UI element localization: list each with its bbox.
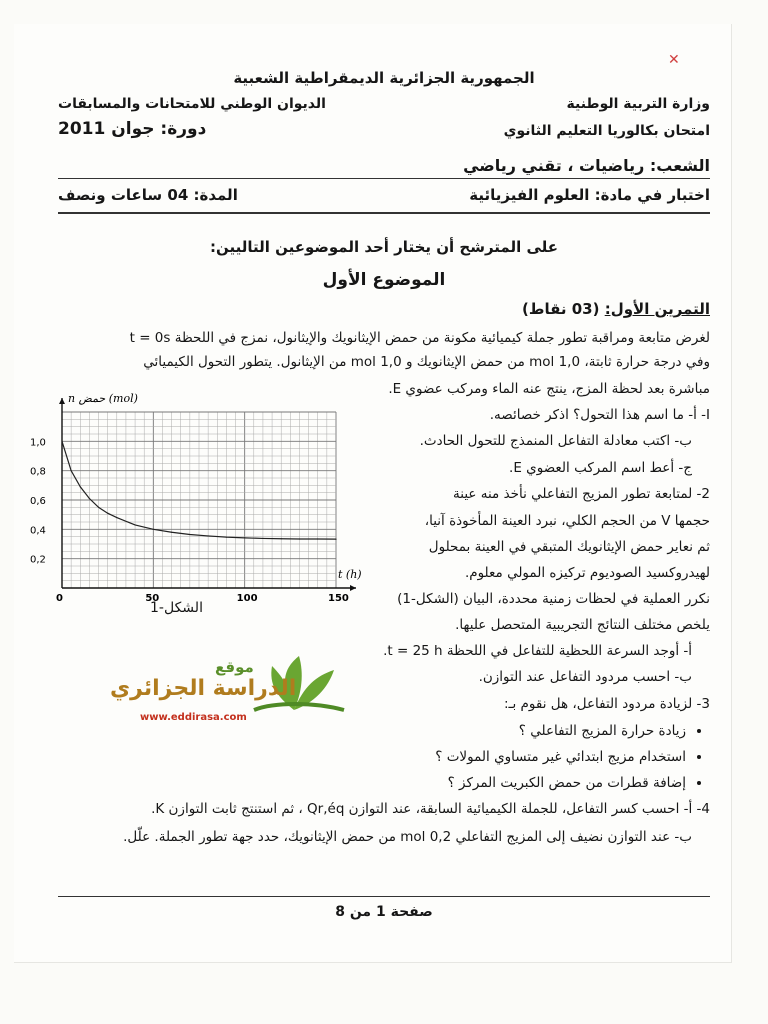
y-tick-label: 0,8	[30, 466, 46, 478]
question-2-line-2: حجمها V من الحجم الكلي، نبرد العينة المأخوذة آنيا،	[424, 513, 710, 529]
data-point	[107, 513, 108, 514]
exam-session: دورة: جوان 2011	[58, 119, 207, 139]
data-point	[61, 441, 62, 442]
data-point	[317, 538, 318, 539]
republic-title: الجمهورية الجزائرية الديمقراطية الشعبية	[233, 69, 535, 87]
question-2-line-1: 2- لمتابعة تطور المزيج التفاعلي نأخذ منه عينة	[453, 486, 710, 502]
question-1c: ج- أعط اسم المركب العضوي E.	[509, 460, 692, 476]
y-tick-label: 0,2	[30, 554, 46, 566]
data-point	[208, 535, 209, 536]
mark-x-icon: ✕	[668, 52, 680, 68]
exam-streams: الشعب: رياضيات ، تقني رياضي	[463, 156, 710, 175]
question-1a: I- أ- ما اسم هذا التحول؟ اذكر خصائصه.	[489, 407, 710, 423]
question-2-line-5: نكرر العملية في لحظات زمنية محددة، البيان (الشكل-1)	[397, 591, 710, 607]
data-point	[226, 537, 227, 538]
logo-caption-top: موقع	[215, 658, 254, 676]
intro-line-2: وفي درجة حرارة ثابتة، 1,0 mol من حمض الإيثانويك و 1,0 mol من الإيثانول. يتطور التحول الكيميائي	[143, 354, 710, 370]
data-point	[116, 517, 117, 518]
data-point	[262, 538, 263, 539]
x-tick-label: 0	[56, 593, 63, 604]
data-point	[153, 529, 154, 530]
data-point	[335, 539, 336, 540]
data-point	[189, 534, 190, 535]
data-point	[98, 507, 99, 508]
y-axis-arrow-icon	[59, 398, 65, 404]
question-4a: 4- أ- احسب كسر التفاعل، للجملة الكيميائية السابقة، عند التوازن Qr,éq ، ثم استنتج ثابت التوازن K.	[151, 801, 710, 817]
ministry-name: وزارة التربية الوطنية	[566, 96, 710, 112]
question-2-line-3: ثم نعاير حمض الإيثانويك المتبقي في العينة بمحلول	[428, 539, 710, 555]
question-2a: أ- أوجد السرعة اللحظية للتفاعل في اللحظة t = 25 h.	[383, 643, 692, 659]
footer-rule	[58, 896, 710, 897]
x-axis-label: t (h)	[338, 568, 362, 581]
question-2b: ب- احسب مردود التفاعل عند التوازن.	[478, 669, 692, 685]
header-rule-top	[58, 178, 710, 179]
question-4b: ب- عند التوازن نضيف إلى المزيج التفاعلي 0,2 mol من حمض الإيثانويك، حدد جهة تطور الجملة. علّل.	[123, 829, 692, 845]
intro-line-3: مباشرة بعد لحظة المزج، ينتج عنه الماء ومركب عضوي E.	[388, 381, 710, 397]
y-tick-label: 0,4	[30, 525, 46, 537]
data-point	[71, 470, 72, 471]
exercise-title-label: التمرين الأول:	[604, 300, 710, 318]
x-tick-label: 50	[145, 593, 160, 604]
logo-site-name: الدراسة الجزائري	[110, 676, 297, 701]
question-3-options	[340, 718, 710, 796]
exam-duration: المدة: 04 ساعات ونصف	[58, 186, 238, 204]
figure-1-chart	[24, 380, 374, 620]
y-tick-label: 0,6	[30, 496, 46, 507]
data-point	[89, 498, 90, 499]
x-tick-label: 100	[236, 593, 258, 604]
y-axis-label: n حمض (mol)	[68, 392, 138, 405]
figure-caption: الشكل-1	[150, 600, 203, 616]
topic-title: الموضوع الأول	[322, 270, 446, 290]
option-3: • إضافة قطرات من حمض الكبريت المركز ؟	[340, 770, 686, 796]
data-point	[171, 532, 172, 533]
exercise-points: (03 نقاط)	[522, 300, 600, 318]
chart-svg	[24, 380, 374, 620]
data-point	[134, 524, 135, 525]
x-axis-arrow-icon	[350, 585, 356, 591]
option-2: • استخدام مزيج ابتدائي غير متساوي المولات ؟	[340, 744, 686, 770]
page-number: صفحة 1 من 8	[335, 904, 433, 920]
y-tick-label: 1,0	[30, 437, 46, 449]
exercise-title	[522, 300, 710, 318]
data-point	[80, 486, 81, 487]
logo-url: www.eddirasa.com	[140, 712, 247, 723]
data-point	[244, 537, 245, 538]
instruction: على المترشح أن يختار أحد الموضوعين التاليين:	[209, 238, 559, 256]
data-point	[281, 538, 282, 539]
question-1b: ب- اكتب معادلة التفاعل المنمذج للتحول الحادث.	[419, 433, 692, 449]
option-1: • زيادة حرارة المزيج التفاعلي ؟	[340, 718, 686, 744]
question-3: 3- لزيادة مردود التفاعل، هل نقوم بـ:	[504, 696, 710, 712]
header-rule-bottom	[58, 212, 710, 214]
question-2-line-6: يلخص مختلف النتائج التجريبية المتحصل عليها.	[455, 617, 710, 633]
question-2-line-4: لهيدروكسيد الصوديوم تركيزه المولي معلوم.	[464, 565, 710, 581]
exam-name: امتحان بكالوريا التعليم الثانوي	[503, 123, 710, 139]
x-tick-label: 150	[328, 593, 349, 604]
intro-line-1: لغرض متابعة ومراقبة تطور جملة كيميائية مكونة من حمض الإيثانويك والإيثانول، نمزج في اللحظة t = 0s	[129, 330, 710, 346]
office-name: الديوان الوطني للامتحانات والمسابقات	[58, 96, 326, 112]
exam-subject: اختبار في مادة: العلوم الفيزيائية	[469, 186, 710, 204]
data-point	[299, 538, 300, 539]
